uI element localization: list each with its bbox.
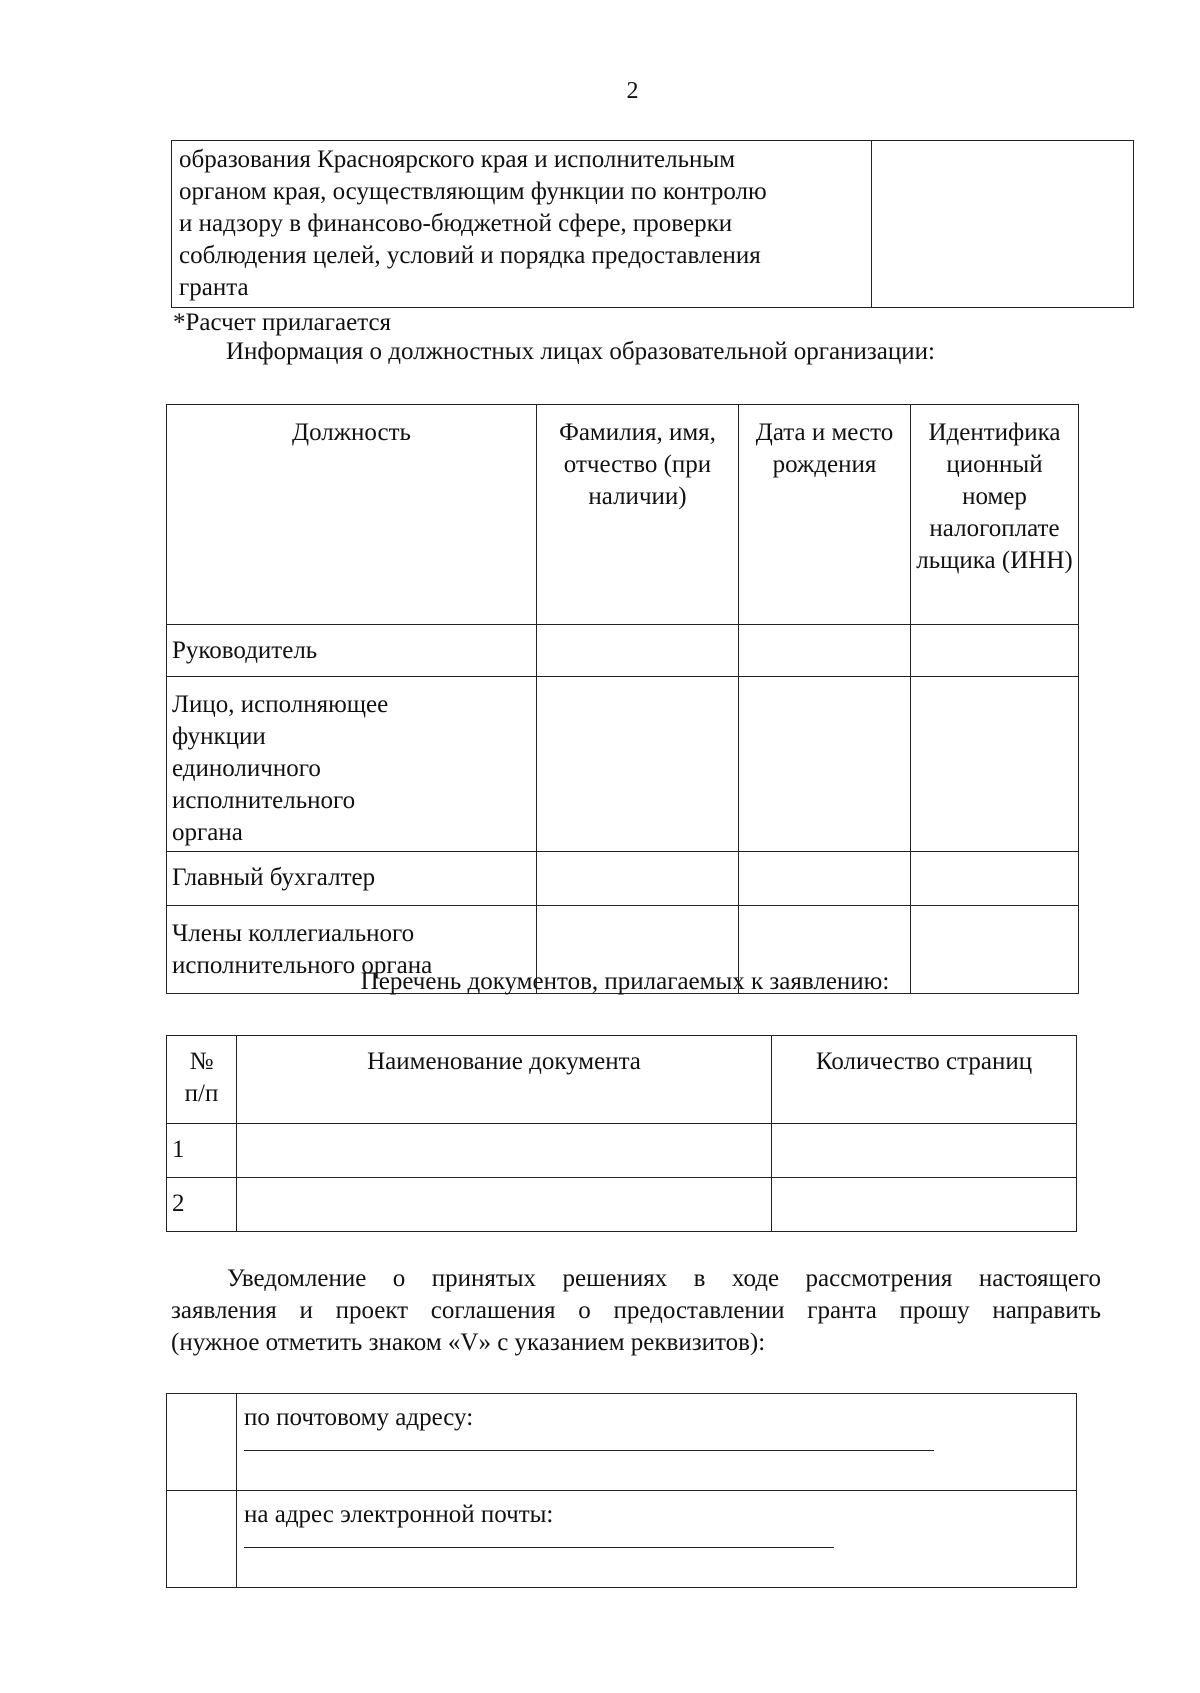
row-label-collegial-body: Члены коллегиального исполнительного органа — [167, 906, 537, 994]
email-address-field[interactable] — [244, 1533, 834, 1548]
continuation-value-cell — [872, 141, 1134, 308]
officials-table — [166, 404, 1079, 994]
paragraph-line: (нужное отметить знаком «V» с указанием реквизитов): — [171, 1329, 766, 1356]
documents-heading: Перечень документов, прилагаемых к заявлению: — [360, 968, 890, 995]
cell-inn[interactable] — [911, 677, 1079, 852]
continuation-line: соблюдения целей, условий и порядка предоставления — [179, 242, 761, 269]
row-label-head: Руководитель — [167, 625, 537, 677]
postal-option-label: по почтовому адресу: — [244, 1404, 474, 1431]
postal-address-field[interactable] — [244, 1436, 934, 1451]
paragraph-line: заявления и проект соглашения о предоставлении гранта прошу направить — [171, 1297, 1101, 1324]
postal-checkbox-cell[interactable] — [167, 1394, 237, 1491]
header-full-name: Фамилия, имя, отчество (при наличии) — [537, 405, 739, 625]
postal-option — [237, 1394, 1077, 1491]
row-label-sole-executive: Лицо, исполняющее функции единоличного исполнительного органа — [167, 677, 537, 852]
documents-table — [166, 1035, 1077, 1232]
continuation-table — [171, 140, 1134, 308]
header-inn: Идентифика ционный номер налогоплате льщика (ИНН) — [911, 405, 1079, 625]
header-birth: Дата и место рождения — [739, 405, 911, 625]
document-name-cell[interactable] — [237, 1178, 772, 1232]
document-name-cell[interactable] — [237, 1124, 772, 1178]
notification-paragraph — [171, 1263, 1101, 1359]
cell-birth[interactable] — [739, 625, 911, 677]
notification-options-table — [166, 1393, 1077, 1588]
document-number: 2 — [167, 1178, 237, 1232]
row-label-chief-accountant: Главный бухгалтер — [167, 852, 537, 906]
cell-fio[interactable] — [537, 625, 739, 677]
cell-inn[interactable] — [911, 852, 1079, 906]
paragraph-line: Уведомление о принятых решениях в ходе рассмотрения настоящего — [227, 1265, 1101, 1292]
page-number: 2 — [626, 78, 639, 104]
cell-fio[interactable] — [537, 852, 739, 906]
header-number: № п/п — [167, 1036, 237, 1124]
email-checkbox-cell[interactable] — [167, 1491, 237, 1588]
cell-fio[interactable] — [537, 677, 739, 852]
email-option-label: на адрес электронной почты: — [244, 1501, 554, 1528]
continuation-line: и надзору в финансово-бюджетной сфере, проверки — [179, 210, 733, 237]
continuation-line: гранта — [179, 274, 249, 301]
document-pages-cell[interactable] — [772, 1124, 1077, 1178]
cell-inn[interactable] — [911, 625, 1079, 677]
email-option — [237, 1491, 1077, 1588]
header-position: Должность — [167, 405, 537, 625]
calculation-note: *Расчет прилагается — [173, 309, 392, 336]
continuation-text-cell — [172, 141, 872, 308]
continuation-line: органом края, осуществляющим функции по контролю — [179, 178, 767, 205]
header-document-name: Наименование документа — [237, 1036, 772, 1124]
document-pages-cell[interactable] — [772, 1178, 1077, 1232]
cell-birth[interactable] — [739, 852, 911, 906]
document-number: 1 — [167, 1124, 237, 1178]
continuation-line: образования Красноярского края и исполнительным — [179, 146, 736, 173]
officials-heading: Информация о должностных лицах образовательной организации: — [226, 338, 935, 365]
cell-birth[interactable] — [739, 677, 911, 852]
header-page-count: Количество страниц — [772, 1036, 1077, 1124]
